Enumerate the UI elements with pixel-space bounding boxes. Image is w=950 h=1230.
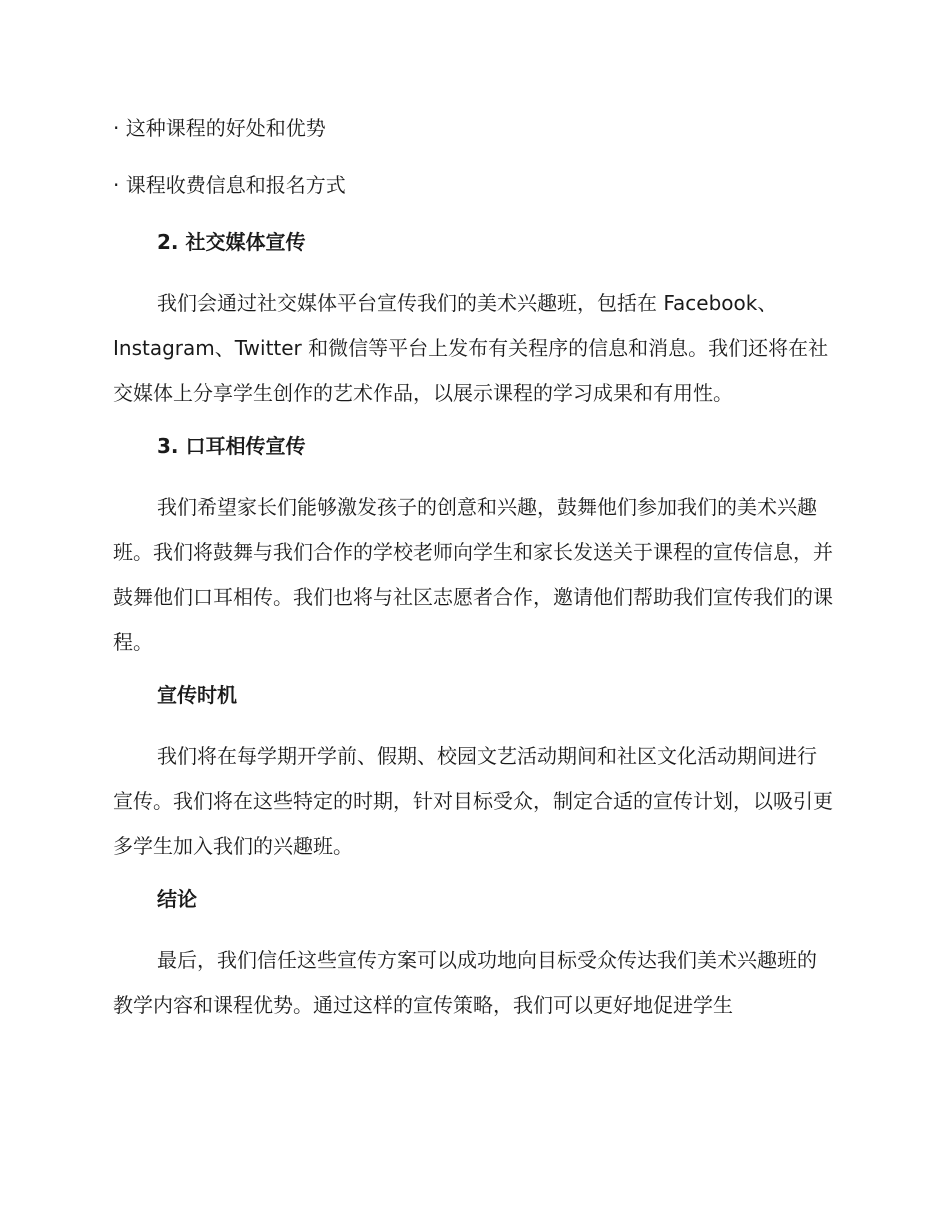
paragraph-social-media: 我们会通过社交媒体平台宣传我们的美术兴趣班，包括在 Facebook、Instagram、Twitter 和微信等平台上发布有关程序的信息和消息。我们还将在社交媒体上分享学生创作的艺术作品，以展示课程的学习成果和有用性。 [113,291,829,405]
heading-conclusion: 结论 [157,887,197,911]
paragraph-conclusion: 最后，我们信任这些宣传方案可以成功地向目标受众传达我们美术兴趣班的教学内容和课程优势。通过这样的宣传策略，我们可以更好地促进学生 [113,948,817,1017]
heading-social-media: 2. 社交媒体宣传 [157,230,306,254]
bullet-benefits: · 这种课程的好处和优势 [113,116,326,140]
document-body [113,110,835,1028]
paragraph-timing: 我们将在每学期开学前、假期、校园文艺活动期间和社区文化活动期间进行宣传。我们将在这些特定的时期，针对目标受众，制定合适的宣传计划，以吸引更多学生加入我们的兴趣班。 [113,744,833,858]
paragraph-word-of-mouth: 我们希望家长们能够激发孩子的创意和兴趣，鼓舞他们参加我们的美术兴趣班。我们将鼓舞与我们合作的学校老师向学生和家长发送关于课程的宣传信息，并鼓舞他们口耳相传。我们也将与社区志愿者合作，邀请他们帮助我们宣传我们的课程。 [113,495,833,654]
heading-word-of-mouth: 3. 口耳相传宣传 [157,434,306,458]
bullet-fees-registration: · 课程收费信息和报名方式 [113,173,346,197]
heading-timing: 宣传时机 [157,683,237,707]
